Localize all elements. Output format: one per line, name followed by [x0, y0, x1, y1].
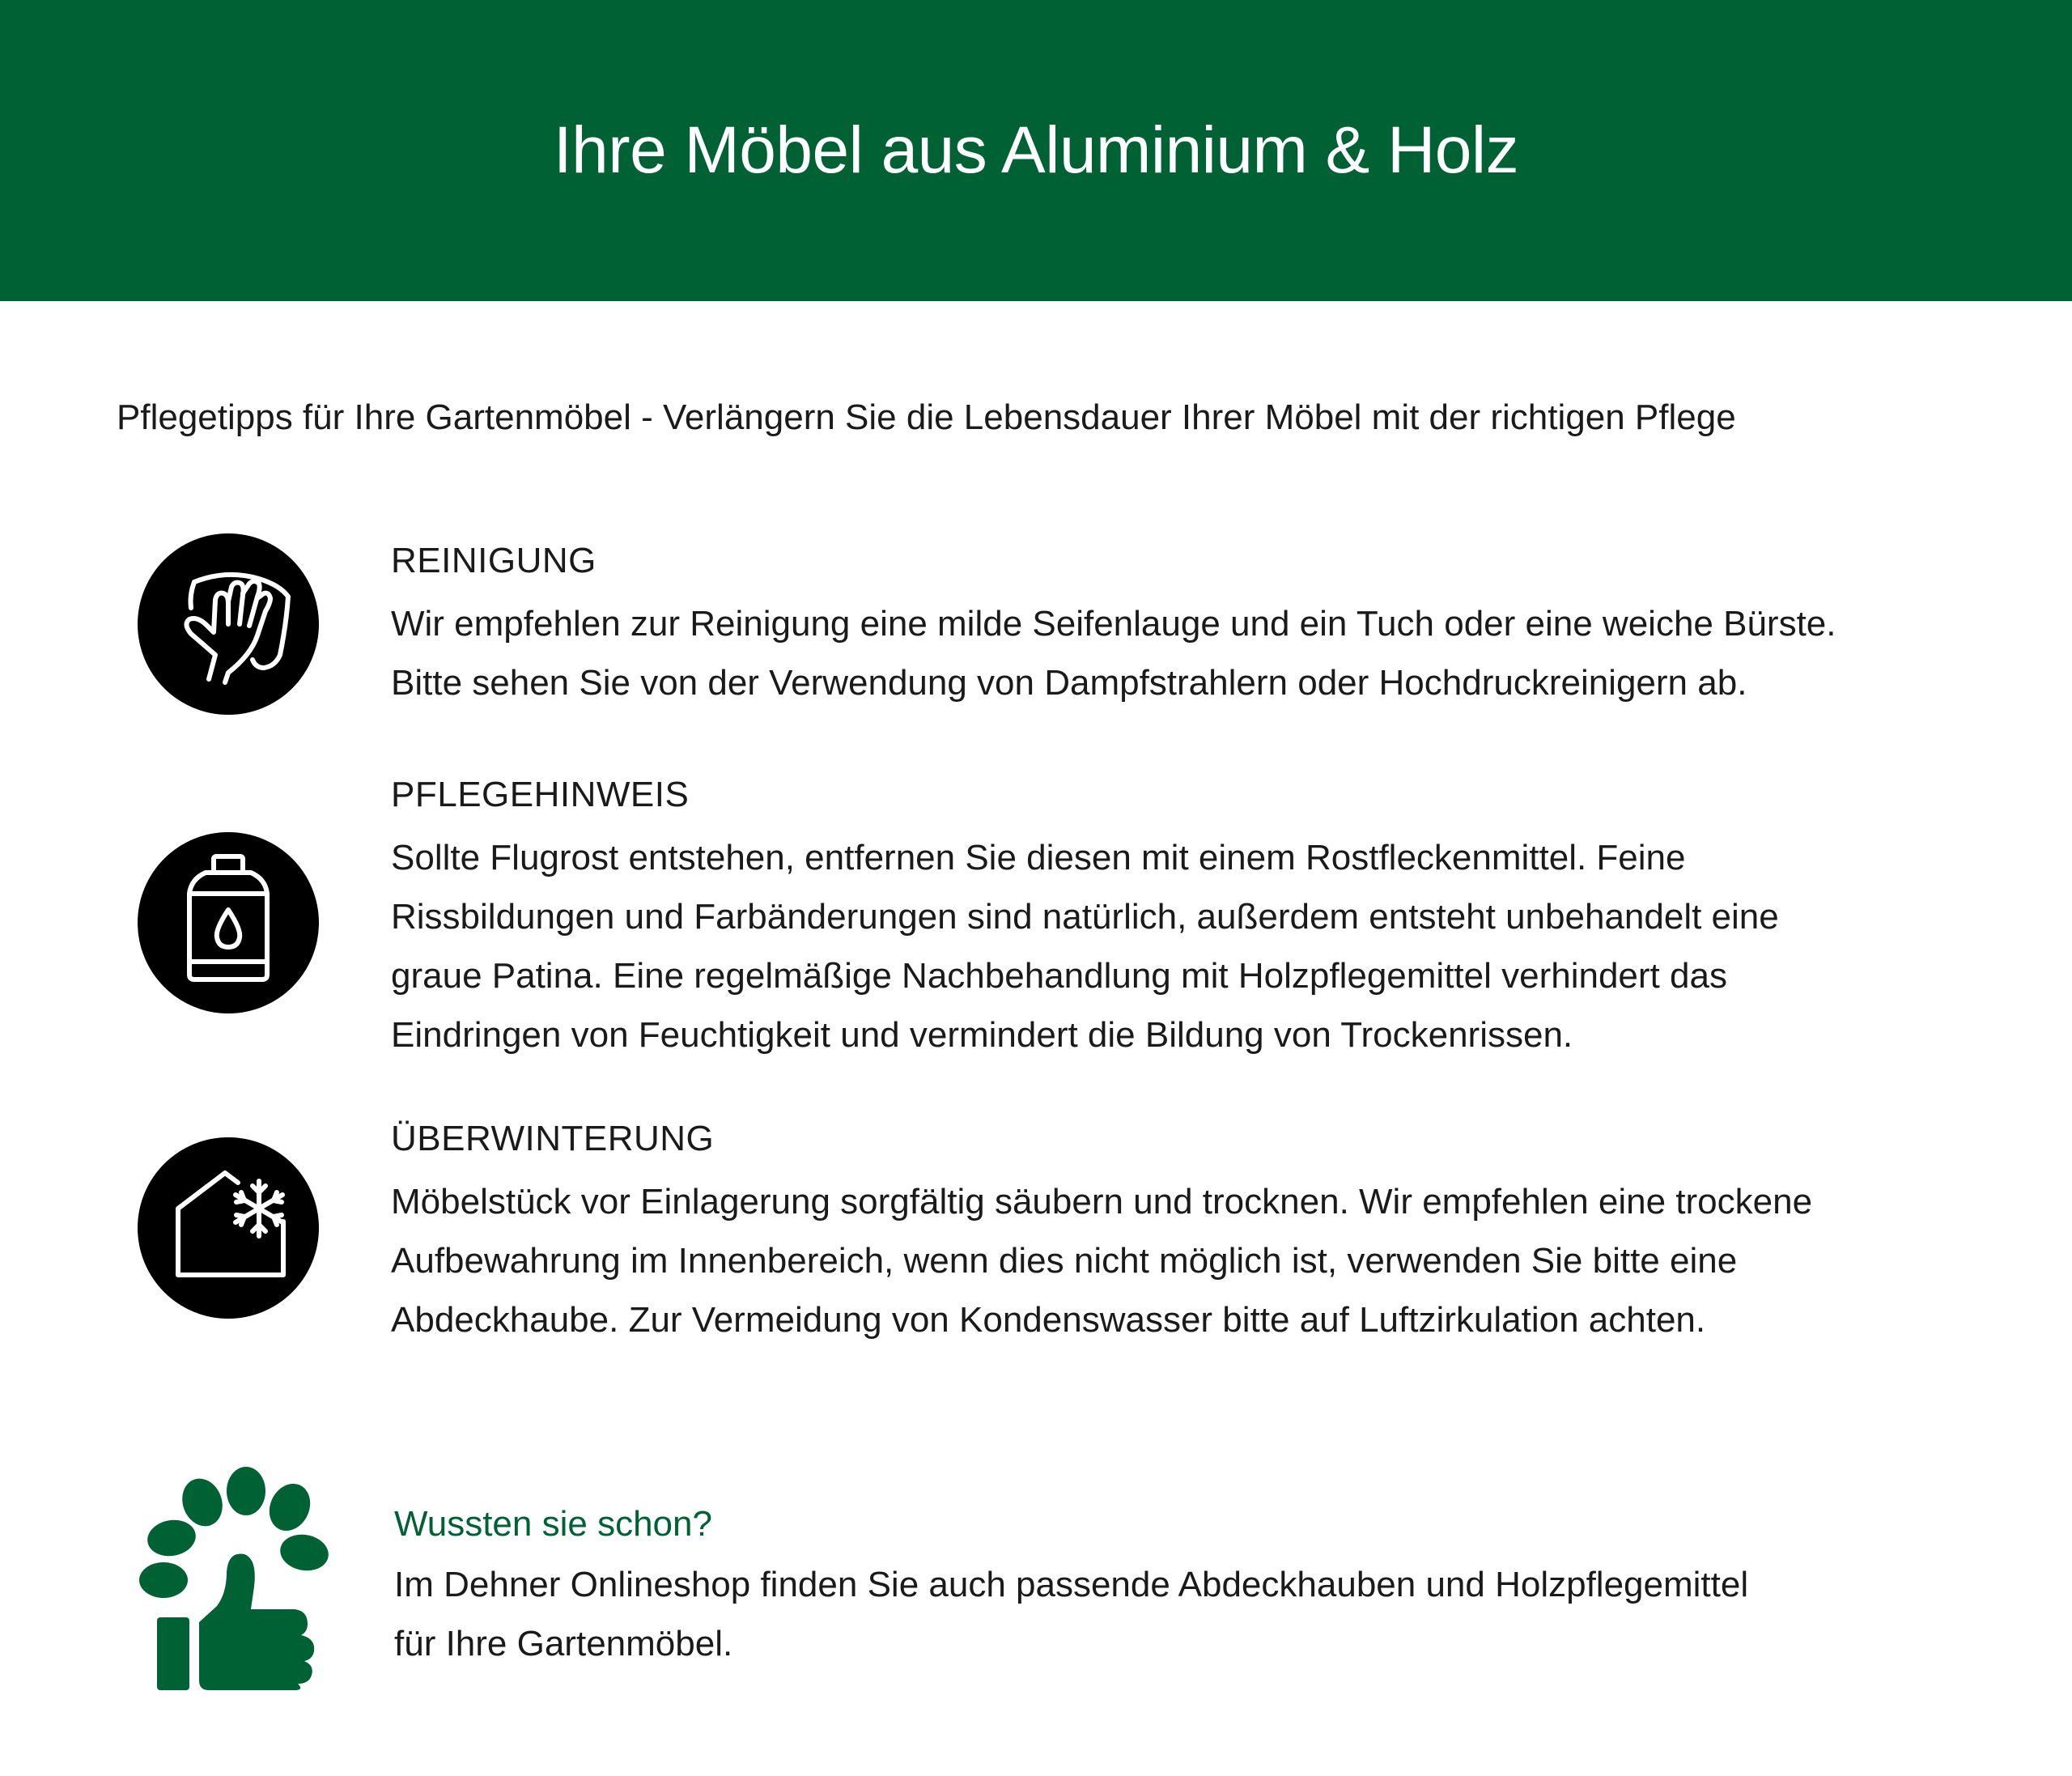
section-line: Eindringen von Feuchtigkeit und vermindert die Bildung von Trockenrissen.	[391, 1015, 1573, 1055]
tip-box	[394, 1496, 2005, 1673]
intro-text: Pflegetipps für Ihre Gartenmöbel - Verlängern Sie die Lebensdauer Ihrer Möbel mit der richtigen Pflege	[117, 397, 1736, 437]
tip-body	[394, 1555, 2005, 1673]
section-body	[391, 594, 2002, 712]
section-line: Möbelstück vor Einlagerung sorgfältig säubern und trocknen. Wir empfehlen eine trockene	[391, 1182, 1813, 1222]
section-heading: PFLEGEHINWEIS	[391, 775, 690, 814]
section-line: Rissbildungen und Farbänderungen sind natürlich, außerdem entsteht unbehandelt eine	[391, 897, 1779, 937]
header-banner	[0, 0, 2072, 301]
section-heading: REINIGUNG	[391, 541, 597, 580]
tip-heading: Wussten sie schon?	[394, 1504, 712, 1544]
section-line: graue Patina. Eine regelmäßige Nachbehandlung mit Holzpflegemittel verhindert das	[391, 956, 1727, 996]
page-title: Ihre Möbel aus Aluminium & Holz	[553, 113, 1519, 187]
tip-line: für Ihre Gartenmöbel.	[394, 1624, 733, 1663]
section-line: Wir empfehlen zur Reinigung eine milde Seifenlauge und ein Tuch oder eine weiche Bürste.	[391, 604, 1836, 644]
tip-line: Im Dehner Onlineshop finden Sie auch passende Abdeckhauben und Holzpflegemittel	[394, 1565, 1749, 1604]
section-line: Aufbewahrung im Innenbereich, wenn dies nicht möglich ist, verwenden Sie bitte eine	[391, 1241, 1738, 1281]
section-ueberwinterung	[391, 1115, 2002, 1349]
care-bottle-icon	[138, 832, 319, 1013]
section-line: Sollte Flugrost entstehen, entfernen Sie diesen mit einem Rostfleckenmittel. Feine	[391, 838, 1686, 877]
house-snowflake-icon	[138, 1137, 319, 1319]
section-line: Bitte sehen Sie von der Verwendung von Dampfstrahlern oder Hochdruckreinigern ab.	[391, 663, 1747, 703]
thumbs-up-leaves-icon	[136, 1467, 330, 1690]
section-pflegehinweis	[391, 771, 2002, 1064]
section-body	[391, 1172, 2002, 1349]
section-reinigung	[391, 537, 2002, 712]
section-body	[391, 828, 2002, 1064]
section-heading: ÜBERWINTERUNG	[391, 1119, 715, 1158]
section-line: Abdeckhaube. Zur Vermeidung von Kondenswasser bitte auf Luftzirkulation achten.	[391, 1300, 1706, 1340]
cleaning-cloth-hand-icon	[138, 533, 319, 715]
